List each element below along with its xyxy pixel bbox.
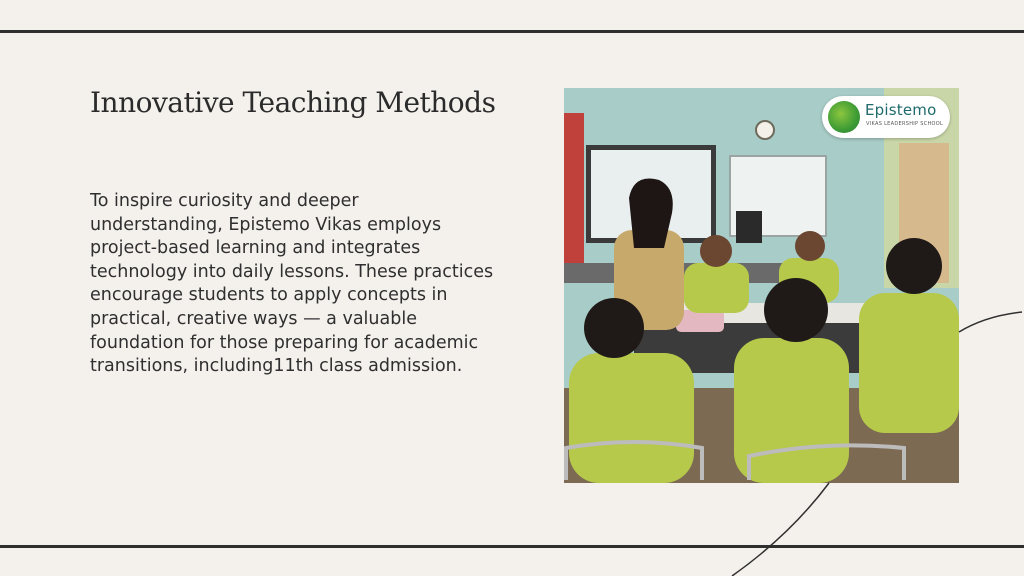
decorative-arc-bottom xyxy=(732,483,829,576)
wall-clock xyxy=(756,121,774,139)
student-uniform xyxy=(859,293,959,433)
classroom-photo xyxy=(564,88,959,483)
bottom-rule xyxy=(0,545,1024,548)
student-uniform xyxy=(684,263,749,313)
student-uniform xyxy=(734,338,849,483)
red-shelf xyxy=(564,113,584,273)
slide-body-text: To inspire curiosity and deeper understanding, Epistemo Vikas employs project-based learning and integrates technology into daily lessons. These practices encourage students to apply concepts in practical, creative ways — a valuable foundation for those preparing for academic transitions, including11th class admission. xyxy=(90,191,494,377)
school-logo xyxy=(822,96,950,138)
student-head xyxy=(584,298,644,358)
top-rule xyxy=(0,30,1024,33)
logo-subtitle: VIKAS LEADERSHIP SCHOOL xyxy=(866,121,944,127)
slide-title: Innovative Teaching Methods xyxy=(90,86,496,119)
student-head xyxy=(795,231,825,261)
leaf-logo-icon xyxy=(828,101,860,133)
decorative-arc-right xyxy=(959,312,1022,332)
student-uniform xyxy=(569,353,694,483)
student-head xyxy=(700,235,732,267)
student-head xyxy=(764,278,828,342)
logo-name: Epistemo xyxy=(865,101,937,119)
student-head xyxy=(886,238,942,294)
teacher-hair xyxy=(629,178,673,248)
classroom-illustration xyxy=(564,88,959,483)
computer-monitor xyxy=(736,211,762,243)
